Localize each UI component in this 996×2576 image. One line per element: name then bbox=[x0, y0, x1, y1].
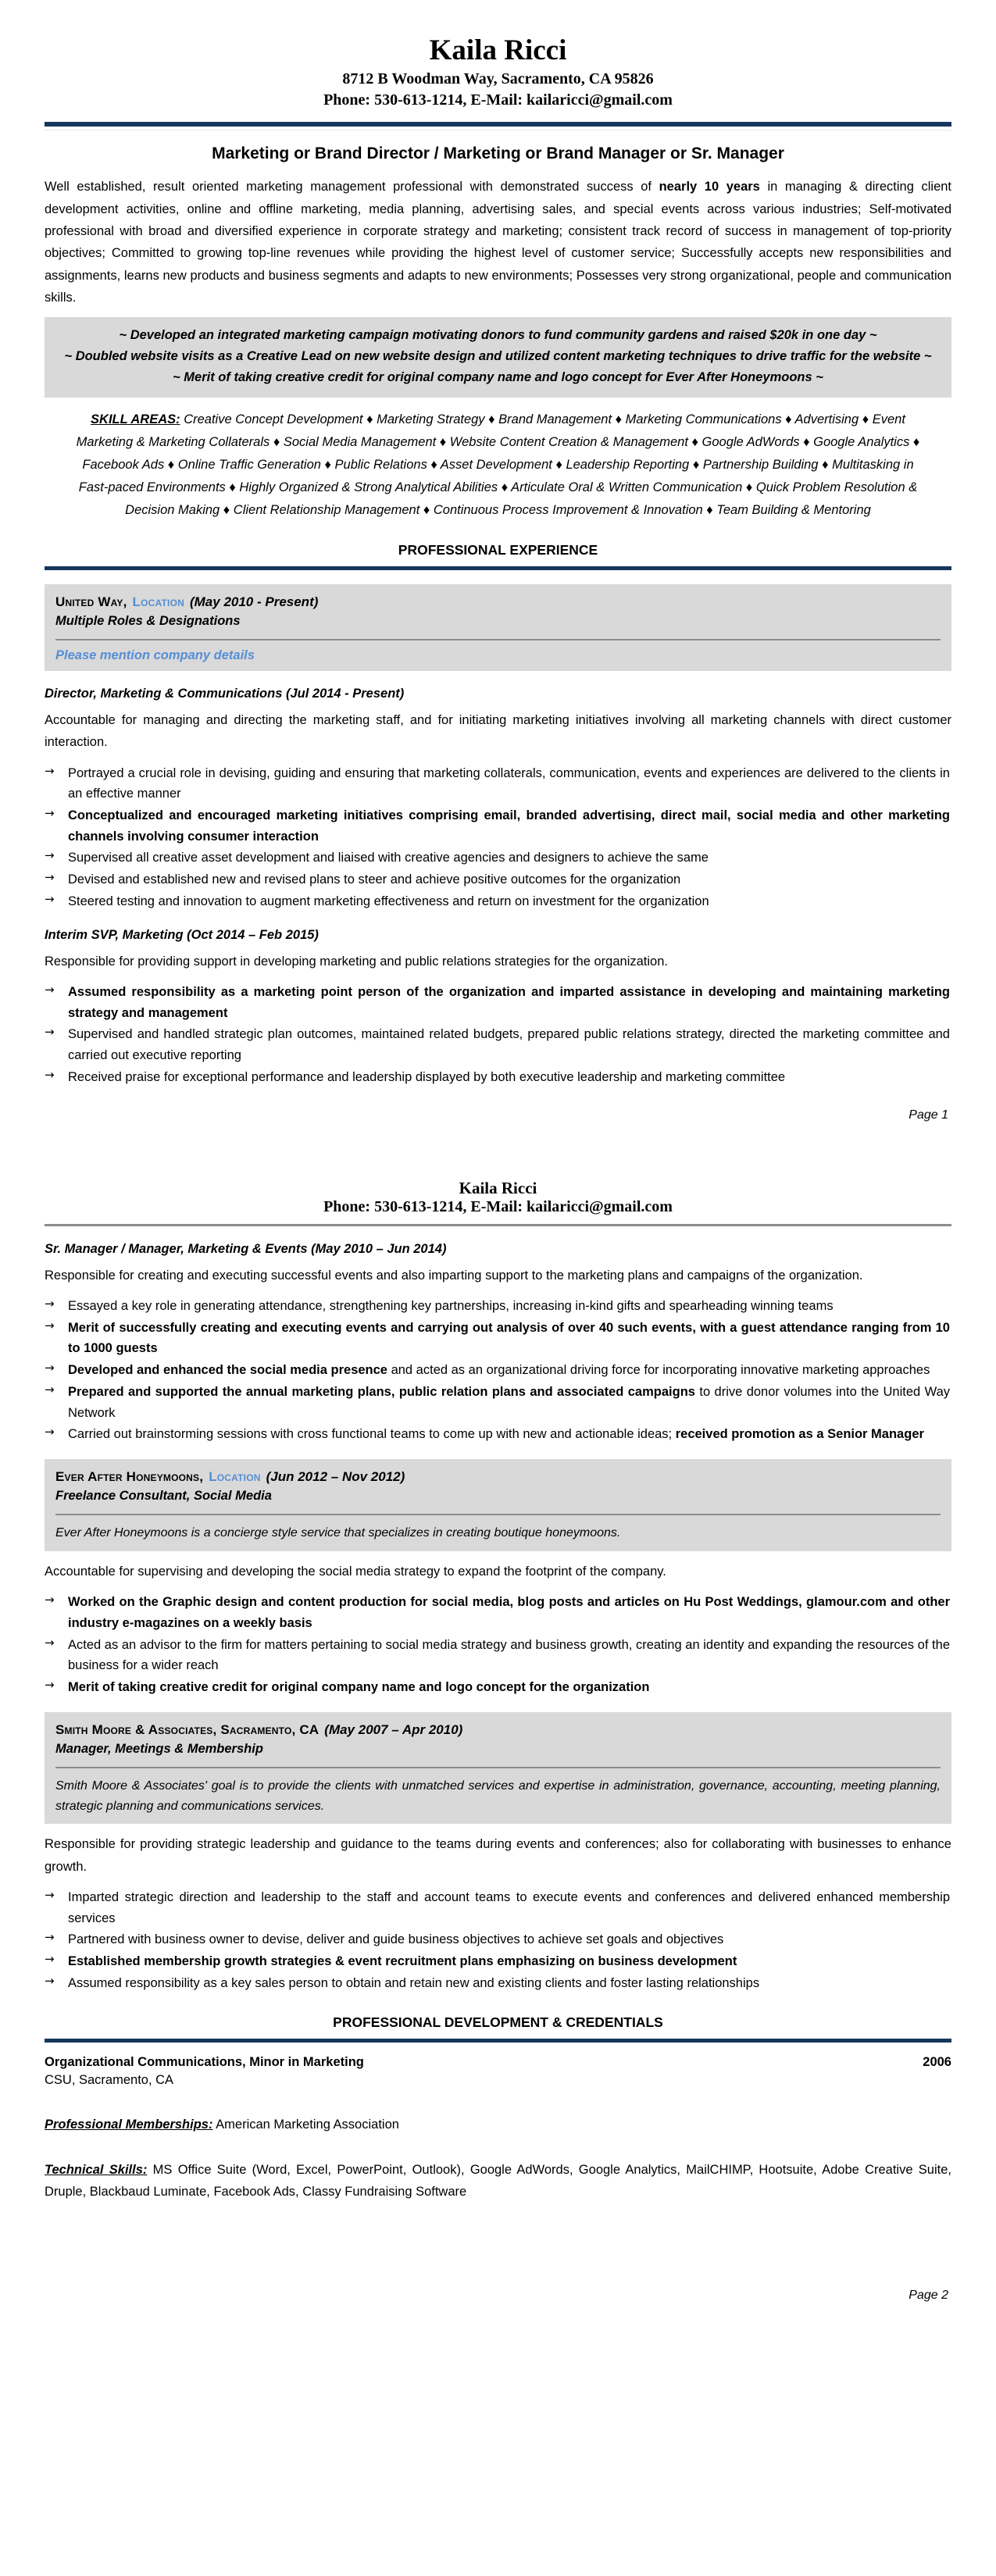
arrow-bullet-icon: → bbox=[45, 870, 55, 885]
arrow-bullet-icon: → bbox=[45, 1296, 55, 1311]
bullet-item bbox=[45, 763, 951, 805]
arrow-bullet-icon: → bbox=[45, 982, 55, 997]
bullet-list-senior-manager bbox=[45, 1296, 951, 1445]
education-degree: Organizational Communications, Minor in Marketing bbox=[45, 2054, 364, 2069]
arrow-bullet-icon: → bbox=[45, 1382, 55, 1397]
education-year: 2006 bbox=[923, 2054, 951, 2069]
candidate-name: Kaila Ricci bbox=[429, 34, 567, 66]
bullet-item bbox=[45, 1318, 951, 1359]
professional-memberships bbox=[45, 2114, 951, 2135]
target-job-title: Marketing or Brand Director / Marketing or Brand Manager or Sr. Manager bbox=[212, 144, 784, 163]
candidate-contact-page2: Phone: 530-613-1214, E-Mail: kailaricci@gmail.com bbox=[323, 1197, 673, 1215]
arrow-bullet-icon: → bbox=[45, 1930, 55, 1945]
candidate-contact: Phone: 530-613-1214, E-Mail: kailaricci@gmail.com bbox=[323, 91, 673, 109]
company-box-smith-moore bbox=[45, 1712, 951, 1824]
header-rule bbox=[45, 122, 951, 127]
bullet-text: Developed and enhanced the social media presence and acted as an organizational driving force for incorporating innovative marketing approaches bbox=[68, 1363, 930, 1378]
bullet-text: Partnered with business owner to devise, deliver and guide business objectives to achieve set goals and objectives bbox=[68, 1932, 724, 1947]
company-name: Smith Moore & Associates, Sacramento, CA bbox=[55, 1721, 320, 1737]
bullet-item bbox=[45, 1973, 951, 1994]
role-title-senior-manager: Sr. Manager / Manager, Marketing & Events (May 2010 – Jun 2014) bbox=[45, 1241, 447, 1256]
arrow-bullet-icon: → bbox=[45, 1678, 55, 1693]
bullet-item bbox=[45, 1024, 951, 1065]
company-box-divider bbox=[55, 639, 941, 640]
bullet-text: Essayed a key role in generating attendance, strengthening key partnerships, increasing in-kind gifts and spearheading winning teams bbox=[68, 1298, 834, 1313]
arrow-bullet-icon: → bbox=[45, 1318, 55, 1333]
bullet-list-director bbox=[45, 763, 951, 912]
company-box-united-way bbox=[45, 584, 951, 671]
bullet-item bbox=[45, 1360, 951, 1381]
arrow-bullet-icon: → bbox=[45, 1067, 55, 1082]
bullet-text: Devised and established new and revised plans to steer and achieve positive outcomes for the organization bbox=[68, 872, 681, 887]
company-line bbox=[55, 1467, 941, 1487]
company-location-placeholder: Location bbox=[132, 594, 184, 609]
company-box-divider bbox=[55, 1514, 941, 1515]
bullet-item bbox=[45, 1382, 951, 1423]
section-rule bbox=[45, 2039, 951, 2043]
company-subtitle: Freelance Consultant, Social Media bbox=[55, 1489, 272, 1504]
bullet-text: Carried out brainstorming sessions with cross functional teams to come up with new and actionable ideas; received promotion as a Senior Manager bbox=[68, 1427, 924, 1442]
bullet-item bbox=[45, 1592, 951, 1633]
arrow-bullet-icon: → bbox=[45, 1593, 55, 1607]
role-intro: Accountable for supervising and developing the social media strategy to expand the footprint of the company. bbox=[45, 1564, 666, 1579]
company-line bbox=[55, 592, 941, 612]
bullet-text: Imparted strategic direction and leadership to the staff and account teams to execute events and conferences and delivered enhanced membership services bbox=[68, 1889, 950, 1925]
company-dates: (May 2007 – Apr 2010) bbox=[324, 1721, 463, 1737]
company-dates: (Jun 2012 – Nov 2012) bbox=[266, 1468, 405, 1484]
arrow-bullet-icon: → bbox=[45, 1361, 55, 1375]
bullet-list-interim-svp bbox=[45, 982, 951, 1088]
page2-header bbox=[45, 1179, 951, 1226]
page2-header-rule bbox=[45, 1224, 951, 1226]
company-details-note: Please mention company details bbox=[55, 648, 255, 662]
skill-areas-label: SKILL AREAS: bbox=[91, 412, 180, 427]
arrow-bullet-icon: → bbox=[45, 891, 55, 906]
company-blurb: Smith Moore & Associates' goal is to provide the clients with unmatched services and expertise in administration, governance, accounting, meeting planning, strategic planning and communications services. bbox=[55, 1779, 941, 1813]
bullet-text: Conceptualized and encouraged marketing initiatives comprising email, branded advertising, direct mail, social media and other marketing channels involving consumer interaction bbox=[68, 808, 950, 844]
bullet-text: Prepared and supported the annual marketing plans, public relation plans and associated campaigns to drive donor volumes into the United Way Network bbox=[68, 1384, 950, 1420]
company-box-ever-after bbox=[45, 1459, 951, 1551]
role-title-interim-svp: Interim SVP, Marketing (Oct 2014 – Feb 2015) bbox=[45, 927, 319, 942]
role-intro: Responsible for providing strategic leadership and guidance to the teams during events and conferences; also for collaborating with businesses to enhance growth. bbox=[45, 1837, 951, 1874]
bullet-text: Supervised and handled strategic plan outcomes, maintained related budgets, prepared public relations strategy, directed the marketing committee and carried out executive reporting bbox=[68, 1027, 950, 1063]
bullet-item bbox=[45, 805, 951, 847]
bullet-text: Assumed responsibility as a key sales person to obtain and retain new and existing clients and foster lasting relationships bbox=[68, 1975, 760, 1990]
bullet-text: Merit of successfully creating and executing events and carrying out analysis of over 40 such events, with a guest attendance ranging from 10 to 1000 guests bbox=[68, 1320, 950, 1356]
candidate-address: 8712 B Woodman Way, Sacramento, CA 95826 bbox=[342, 70, 654, 88]
technical-skills-value: MS Office Suite (Word, Excel, PowerPoint, Outlook), Google AdWords, Google Analytics, MailCHIMP, Hootsuite, Adobe Creative Suite, Druple, Blackbaud Luminate, Facebook Ads, Classy Fundraising Software bbox=[45, 2162, 951, 2200]
bullet-text: Steered testing and innovation to augment marketing effectiveness and return on investment for the organization bbox=[68, 894, 709, 908]
technical-skills-label: Technical Skills: bbox=[45, 2162, 148, 2177]
role-title-director: Director, Marketing & Communications (Jul 2014 - Present) bbox=[45, 686, 405, 701]
bullet-text: Portrayed a crucial role in devising, guiding and ensuring that marketing collaterals, communication, events and experiences are delivered to the clients in an effective manner bbox=[68, 765, 950, 801]
bullet-item bbox=[45, 982, 951, 1023]
bullet-item bbox=[45, 1067, 951, 1088]
company-box-divider bbox=[55, 1767, 941, 1768]
page2-footer: Page 2 bbox=[909, 2289, 948, 2303]
bullet-text: Assumed responsibility as a marketing point person of the organization and imparted assistance in developing and maintaining marketing strategy and management bbox=[68, 984, 950, 1020]
bullet-text: Supervised all creative asset development and liaised with creative agencies and designers to achieve the same bbox=[68, 851, 709, 865]
company-blurb: Ever After Honeymoons is a concierge style service that specializes in creating boutique honeymoons. bbox=[55, 1526, 621, 1540]
arrow-bullet-icon: → bbox=[45, 763, 55, 778]
bullet-text: Received praise for exceptional performance and leadership displayed by both executive leadership and marketing committee bbox=[68, 1069, 786, 1084]
page1-footer: Page 1 bbox=[909, 1108, 948, 1122]
arrow-bullet-icon: → bbox=[45, 1952, 55, 1967]
bullet-item bbox=[45, 1635, 951, 1676]
role-intro: Responsible for creating and executing successful events and also imparting support to the marketing plans and campaigns of the organization. bbox=[45, 1268, 863, 1283]
arrow-bullet-icon: → bbox=[45, 805, 55, 820]
education-school: CSU, Sacramento, CA bbox=[45, 2072, 174, 2087]
highlight-statement: ~ Merit of taking creative credit for original company name and logo concept for Ever After Honeymoons ~ bbox=[173, 369, 823, 384]
bullet-list-ever-after bbox=[45, 1592, 951, 1698]
memberships-label: Professional Memberships: bbox=[45, 2117, 213, 2132]
bullet-text: Merit of taking creative credit for original company name and logo concept for the organization bbox=[68, 1680, 650, 1695]
bullet-item bbox=[45, 1424, 951, 1445]
company-subtitle: Multiple Roles & Designations bbox=[55, 614, 241, 629]
bullet-item bbox=[45, 1929, 951, 1950]
bullet-text: Worked on the Graphic design and content production for social media, blog posts and articles on Hu Post Weddings, glamour.com and other industry e-magazines on a weekly basis bbox=[68, 1595, 950, 1630]
bullet-item bbox=[45, 1296, 951, 1317]
bullet-item bbox=[45, 869, 951, 890]
bullet-item bbox=[45, 1951, 951, 1972]
summary-paragraph: Well established, result oriented marketing management professional with demonstrated success of nearly 10 years in managing & directing client development activities, online and offline marketing, media planning, advertising sales, and special events across various industries; Self-motivated professional with broad and diversified experience in corporate strategy and marketing; consistent track record of success in management of top-priority objectives; Committed to growing top-line revenues while providing the highest level of customer service; Successfully accepts new responsibilities and assignments, learns new products and business segments and adapts to new environments; Possesses very strong organizational, people and communication skills. bbox=[45, 180, 952, 305]
arrow-bullet-icon: → bbox=[45, 1887, 55, 1902]
arrow-bullet-icon: → bbox=[45, 1425, 55, 1440]
company-line bbox=[55, 1720, 941, 1740]
role-intro: Accountable for managing and directing the marketing staff, and for initiating marketing initiatives involving all marketing channels with direct customer interaction. bbox=[45, 712, 951, 750]
skill-areas-list: Creative Concept Development ♦ Marketing Strategy ♦ Brand Management ♦ Marketing Communications ♦ Advertising ♦ Event Marketing & Marketing Collaterals ♦ Social Media Management ♦ Website Content Creation & Management ♦ Google AdWords ♦ Google Analytics ♦ Facebook Ads ♦ Online Traffic Generation ♦ Public Relations ♦ Asset Development ♦ Leadership Reporting ♦ Partnership Building ♦ Multitasking in Fast-paced Environments ♦ Highly Organized & Strong Analytical Abilities ♦ Articulate Oral & Written Communication ♦ Quick Problem Resolution & Decision Making ♦ Client Relationship Management ♦ Continuous Process Improvement & Innovation ♦ Team Building & Mentoring bbox=[76, 412, 920, 517]
technical-skills bbox=[45, 2159, 951, 2203]
bullet-item bbox=[45, 891, 951, 912]
arrow-bullet-icon: → bbox=[45, 1025, 55, 1040]
section-rule bbox=[45, 566, 951, 570]
education-row bbox=[45, 2055, 951, 2070]
bullet-text: Acted as an advisor to the firm for matters pertaining to social media strategy and business growth, creating an identity and expanding the resources of the business for a wider reach bbox=[68, 1637, 950, 1673]
bullet-item bbox=[45, 1677, 951, 1698]
role-intro: Responsible for providing support in developing marketing and public relations strategies for the organization. bbox=[45, 954, 668, 969]
highlight-statement: ~ Doubled website visits as a Creative Lead on new website design and utilized content marketing techniques to drive traffic for the website ~ bbox=[64, 348, 932, 363]
skill-areas bbox=[76, 409, 920, 521]
company-dates: (May 2010 - Present) bbox=[189, 594, 319, 609]
arrow-bullet-icon: → bbox=[45, 1973, 55, 1988]
bullet-item bbox=[45, 1887, 951, 1928]
memberships-value: American Marketing Association bbox=[212, 2117, 399, 2132]
bullet-list-smith-moore bbox=[45, 1887, 951, 1994]
highlights-box bbox=[45, 317, 951, 398]
section-heading-experience: PROFESSIONAL EXPERIENCE bbox=[398, 541, 598, 558]
section-heading-credentials: PROFESSIONAL DEVELOPMENT & CREDENTIALS bbox=[333, 2014, 663, 2030]
company-location-placeholder: Location bbox=[209, 1468, 261, 1484]
candidate-name-page2: Kaila Ricci bbox=[459, 1178, 537, 1197]
arrow-bullet-icon: → bbox=[45, 1635, 55, 1650]
bullet-item bbox=[45, 847, 951, 869]
company-name: Ever After Honeymoons, bbox=[55, 1468, 204, 1484]
company-name: United Way, bbox=[55, 594, 127, 609]
highlight-statement: ~ Developed an integrated marketing campaign motivating donors to fund community gardens and raised $20k in one day ~ bbox=[119, 327, 877, 342]
arrow-bullet-icon: → bbox=[45, 848, 55, 863]
bullet-text: Established membership growth strategies & event recruitment plans emphasizing on business development bbox=[68, 1954, 737, 1969]
company-subtitle: Manager, Meetings & Membership bbox=[55, 1742, 263, 1757]
